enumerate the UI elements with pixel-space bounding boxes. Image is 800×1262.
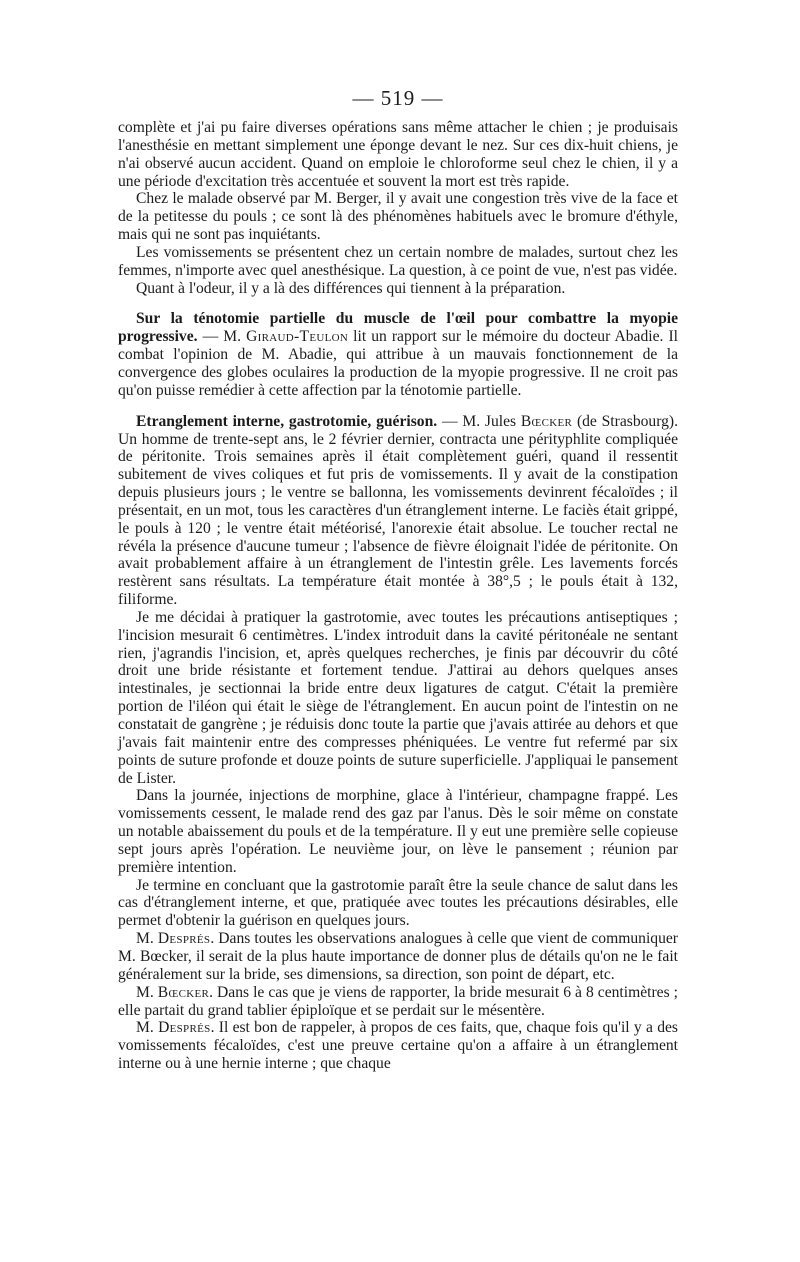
paragraph-conclusion: Je termine en concluant que la gastrotomie paraît être la seule chance de salut dans les cas d'étranglement interne, et que, pratiquée avec toutes les précautions désirables, elle permet d'obtenir la guérison en quelques jours. [118, 876, 678, 930]
section-strangulation-dash: — M. Jules [437, 412, 521, 430]
speaker-prefix: M. [136, 1019, 159, 1037]
section-tenotomy-heading: Sur la ténotomie partielle du muscle de l'œil pour combattre la myopie progressive. [118, 310, 678, 346]
paragraph-vomiting: Les vomissements se présentent chez un certain nombre de malades, surtout chez les femmes, n'importe avec quel anesthésique. La question, à ce point de vue, n'est pas vidée. [118, 243, 678, 279]
speaker-prefix: M. [136, 983, 158, 1001]
paragraph-despres-2 [118, 1019, 678, 1073]
section-tenotomy-dash: — M. [197, 328, 247, 346]
section-strangulation-author: Bœcker [520, 412, 573, 430]
paragraph-gastrotomy: Je me décidai à pratiquer la gastrotomie, avec toutes les précautions antiseptiques ; l'incision mesurait 6 centimètres. L'index introduit dans la cavité péritonéale ne sentant rien, j'agrandis l'incision, et, après quelques recherches, je finis par découvrir du côté droit une bride résistante et fortement tendue. J'attirai au dehors quelques anses intestinales, je sectionnai la bride entre deux ligatures de catgut. C'était la première portion de l'iléon qui était le siège de l'étranglement. En aucun point de l'intestin on ne constatait de gangrène ; je réduisis donc toute la partie que j'avais attirée au dehors et que j'avais fait maintenir entre des compresses phéniquées. Le ventre fut refermé par six points de suture profonde et douze points de suture superficielle. J'appliquai le pansement de Lister. [118, 608, 678, 787]
paragraph-boecker-reply [118, 984, 678, 1020]
speaker-text: . Dans toutes les observations analogues à celle que vient de communiquer M. Bœcker, il serait de la plus haute importance de donner plus de détails qu'on ne le fait généralement sur la bride, ses dimensions, sa direction, son point de départ, etc. [118, 930, 678, 983]
speaker-text: . Dans le cas que je viens de rapporter, la bride mesurait 6 à 8 centimètres ; elle partait du grand tablier épiploïque et se perdait sur le mésentère. [118, 983, 678, 1019]
section-tenotomy-text: lit un rapport sur le mémoire du docteur Abadie. Il combat l'opinion de M. Abadie, qui attribue à un mauvais fonctionnement de la convergence des globes oculaires la production de la myopie progressive. Il ne croit pas qu'on puisse remédier à cette affection par la ténotomie partielle. [118, 328, 678, 399]
speaker-name: Bœcker [157, 983, 210, 1001]
speaker-prefix: M. [136, 930, 158, 948]
speaker-name: Després [157, 930, 211, 948]
speaker-name: Després [158, 1019, 211, 1037]
section-strangulation-text: (de Strasbourg). Un homme de trente-sept ans, le 2 février dernier, contracta une pérityphlite compliquée de péritonite. Trois semaines après il était complètement guéri, quand il ressentit subitement de vives coliques et fut pris de vomissements. Il y avait de la constipation depuis plusieurs jours ; le ventre se ballonna, les vomissements devinrent fécaloïdes ; il présentait, en un mot, tous les caractères d'un étranglement interne. Le faciès était grippé, le pouls à 120 ; le ventre était météorisé, l'anorexie était absolue. Le toucher rectal ne révéla la présence d'aucune tumeur ; l'absence de fièvre éloignait l'idée de péritonite. On avait probablement affaire à un étranglement de l'intestin grêle. Les lavements forcés restèrent sans résultats. La température était montée à 38°,5 ; le pouls était à 132, filiforme. [118, 412, 679, 609]
paragraph-despres-1 [118, 930, 678, 984]
section-strangulation-heading: Etranglement interne, gastrotomie, guérison. [136, 412, 438, 430]
section-tenotomy-author: Giraud-Teulon [246, 328, 349, 346]
paragraph-anesthesia-continued: complète et j'ai pu faire diverses opérations sans même attacher le chien ; je produisais l'anesthésie en mettant simplement une éponge devant le nez. Sur ces dix-huit chiens, je n'ai observé aucun accident. Quand on emploie le chloroforme seul chez le chien, il y a une période d'excitation très accentuée et souvent la mort est très rapide. [118, 119, 678, 190]
paragraph-aftercare: Dans la journée, injections de morphine, glace à l'intérieur, champagne frappé. Les vomissements cessent, le malade rend des gaz par l'anus. Dès le soir même on constate un notable abaissement du pouls et de la température. Il y eut une première selle copieuse sept jours après l'opération. Le neuvième jour, on lève le pansement ; réunion par première intention. [118, 787, 678, 876]
page-number: — 519 — [352, 86, 444, 110]
section-strangulation [118, 413, 678, 609]
paragraph-odor: Quant à l'odeur, il y a là des différences qui tiennent à la préparation. [136, 279, 566, 297]
section-tenotomy [118, 310, 678, 399]
speaker-text: . Il est bon de rappeler, à propos de ces faits, que, chaque fois qu'il y a des vomissements fécaloïdes, c'est une preuve certaine qu'on a affaire à un étranglement interne ou à une hernie interne ; que chaque [118, 1019, 678, 1073]
paragraph-berger-patient: Chez le malade observé par M. Berger, il y avait une congestion très vive de la face et de la petitesse du pouls ; ce sont là des phénomènes habituels avec le bromure d'éthyle, mais qui ne sont pas inquiétants. [118, 190, 678, 244]
